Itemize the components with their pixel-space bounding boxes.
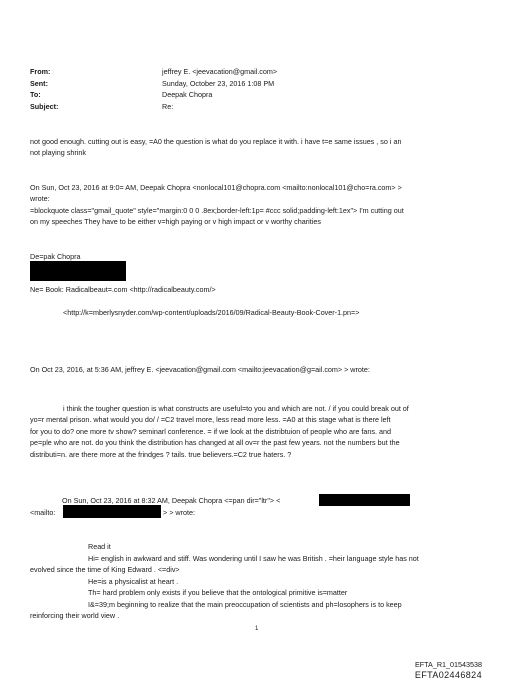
sent-value: Sunday, October 23, 2016 1:08 PM [162, 79, 275, 88]
quote3-line-3: evolved since the time of King Edward . <=div> [30, 565, 180, 574]
quote2-line-2: yo=r mental prison. what would you do/ / =C2 travel more, less read more less. =A0 at this stage what is there left [30, 415, 391, 424]
signature-name: De=pak Chopra [30, 252, 81, 261]
redaction-block [63, 505, 161, 518]
quote3-line-4: He=is a physicalist at heart . [88, 577, 179, 586]
bates-number-1: EFTA_R1_01543538 [415, 660, 482, 669]
quote1-line-2: wrote: [30, 194, 50, 203]
bates-number-2: EFTA02446824 [414, 670, 482, 680]
to-label: To: [30, 90, 41, 99]
signature-link: <http://k=mberlysnyder.com/wp-content/uploads/2016/09/Radical-Beauty-Book-Cover-1.pn=> [63, 308, 360, 317]
reply-line-2: not playing shrink [30, 148, 86, 157]
quote3-line-1: Read it [88, 542, 111, 551]
signature-book: Ne= Book: Radicalbeaut=.com <http://radicalbeauty.com/> [30, 285, 216, 294]
from-value: jeffrey E. <jeevacation@gmail.com> [162, 67, 278, 76]
quote3-line-6: I&=39;m beginning to realize that the main preoccupation of scientists and ph=losophers is to keep [88, 600, 402, 609]
redaction-block [30, 261, 126, 281]
quote2-line-1: i think the tougher question is what constructs are useful=to you and which are not. / if you could break out of [63, 404, 409, 413]
quote1-line-1: On Sun, Oct 23, 2016 at 9:0= AM, Deepak Chopra <nonlocal101@chopra.com <mailto:nonlocal101@cho=ra.com> > [30, 183, 402, 192]
quote2-line-4: pe=ple who are not. do you think the distribution has changed at all ov=r the past few years. not the numbers but the [30, 438, 400, 447]
from-label: From: [30, 67, 51, 76]
to-value: Deepak Chopra [162, 90, 213, 99]
quote2-header: On Oct 23, 2016, at 5:36 AM, jeffrey E. <jeevacation@gmail.com <mailto:jeevacation@g=ail.com> > wrote: [30, 365, 370, 374]
subject-value: Re: [162, 102, 174, 111]
quote3-mailto: <mailto: [30, 508, 56, 517]
quote2-line-5: distributi=n. are there more at the frindges ? tails. true believers.=C2 true haters. ? [30, 450, 292, 459]
sent-label: Sent: [30, 79, 48, 88]
quote3-line-7: reinforcing their world view . [30, 611, 120, 620]
quote3-line-2: Hi= english in awkward and stiff. Was wondering until I saw he was British . =heir language style has not [88, 554, 419, 563]
quote3-line-5: Th= hard problem only exists if you believe that the ontological primitive is=matter [88, 588, 348, 597]
page-number: 1 [255, 626, 259, 632]
redaction-block [319, 494, 410, 506]
subject-label: Subject: [30, 102, 59, 111]
quote3-header: On Sun, Oct 23, 2016 at 8:32 AM, Deepak Chopra <=pan dir="ltr"> < [62, 496, 281, 505]
reply-line-1: not good enough. cutting out is easy, =A0 the question is what do you replace it with. i have t=e same issues , so i an [30, 137, 402, 146]
quote1-line-4: on my speeches They have to be either v=high paying or v high impact or v worthy charities [30, 217, 321, 226]
quote2-line-3: for you to do? one more tv show? seminarl conference. = if we look at the distribtuion of people who are fans. and [30, 427, 391, 436]
quote3-wrote: > > wrote: [163, 508, 195, 517]
quote1-line-3: =blockquote class="gmail_quote" style="margin:0 0 0 .8ex;border-left:1p= #ccc solid;padding-left:1ex"> I'm cutting out [30, 206, 404, 215]
